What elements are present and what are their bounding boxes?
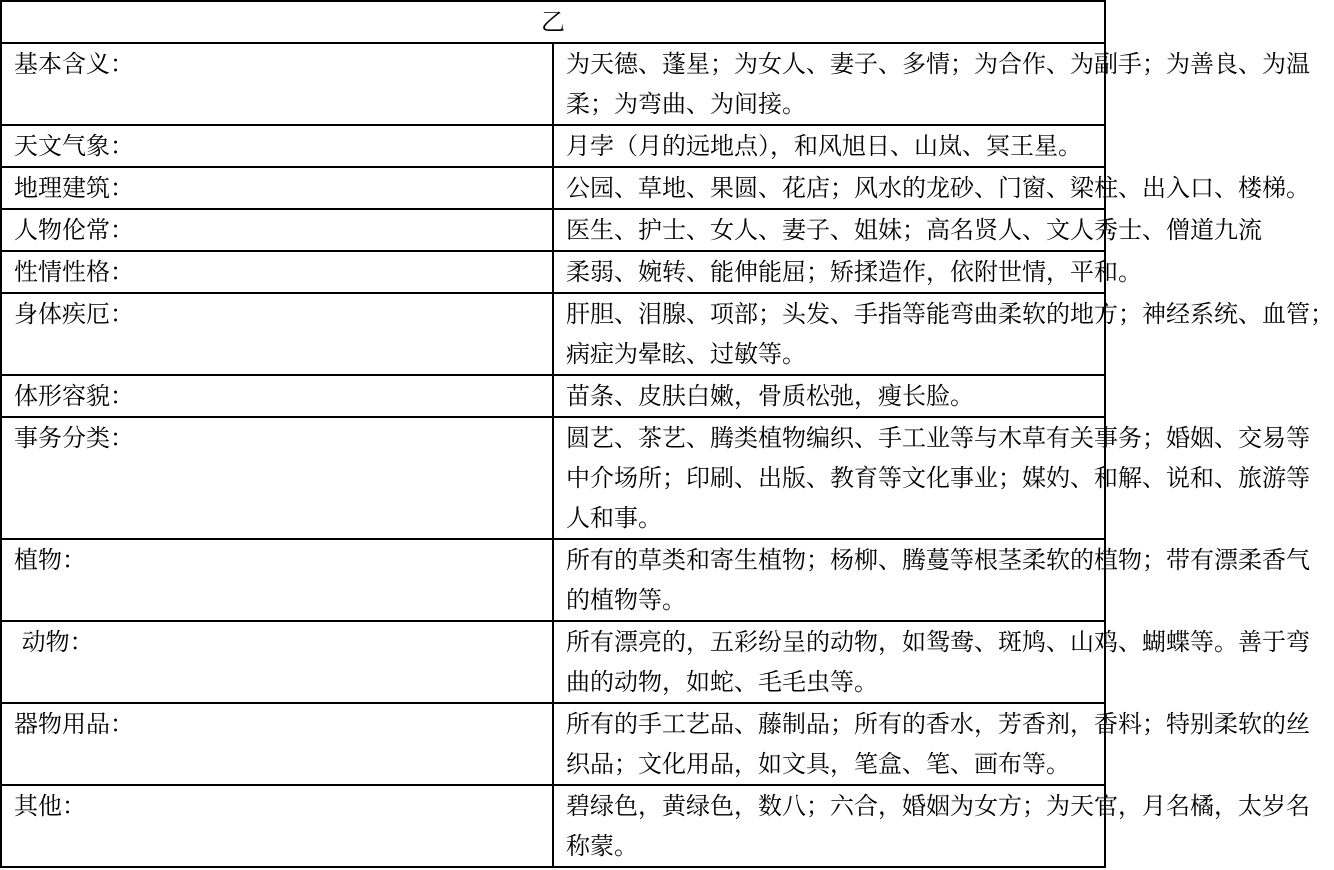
row-label: 动物： bbox=[1, 621, 553, 703]
table-row bbox=[1, 251, 1105, 293]
row-label: 体形容貌： bbox=[1, 375, 553, 417]
table-title: 乙 bbox=[1, 1, 1105, 43]
table-row bbox=[1, 293, 1105, 375]
description-line: 的植物等。 bbox=[566, 586, 686, 614]
row-label: 器物用品： bbox=[1, 703, 553, 785]
row-description bbox=[553, 209, 1262, 251]
row-description bbox=[553, 417, 1310, 539]
row-description bbox=[553, 785, 1310, 867]
row-description bbox=[553, 703, 1310, 785]
row-label: 事务分类： bbox=[1, 417, 553, 539]
description-line: 病症为晕眩、过敏等。 bbox=[566, 340, 806, 368]
row-label: 地理建筑： bbox=[1, 167, 553, 209]
row-label: 人物伦常： bbox=[1, 209, 553, 251]
description-line: 苗条、皮肤白嫩，骨质松弛，瘦长脸。 bbox=[566, 382, 974, 410]
table-row bbox=[1, 621, 1105, 703]
table-row bbox=[1, 703, 1105, 785]
table-row bbox=[1, 43, 1105, 125]
description-line: 所有的草类和寄生植物；杨柳、腾蔓等根茎柔软的植物；带有漂柔香气 bbox=[566, 546, 1310, 574]
description-line: 人和事。 bbox=[566, 504, 662, 532]
description-line: 医生、护士、女人、妻子、姐妹；高名贤人、文人秀士、僧道九流 bbox=[566, 216, 1262, 244]
table-row bbox=[1, 209, 1105, 251]
description-line: 公园、草地、果圆、花店；风水的龙砂、门窗、梁柱、出入口、楼梯。 bbox=[566, 174, 1310, 202]
row-description bbox=[553, 251, 1142, 293]
table-row bbox=[1, 539, 1105, 621]
row-description bbox=[553, 125, 1105, 167]
table-row bbox=[1, 417, 1105, 539]
row-label: 天文气象： bbox=[1, 125, 553, 167]
description-line: 为天德、蓬星；为女人、妻子、多情；为合作、为副手；为善良、为温 bbox=[566, 50, 1310, 78]
row-description bbox=[553, 167, 1310, 209]
row-description bbox=[553, 375, 1105, 417]
description-line: 月孛（月的远地点），和风旭日、山岚、冥王星。 bbox=[566, 132, 1082, 160]
row-label: 性情性格： bbox=[1, 251, 553, 293]
row-label: 其他： bbox=[1, 785, 553, 867]
description-line: 所有漂亮的，五彩纷呈的动物，如鸳鸯、斑鸠、山鸡、蝴蝶等。善于弯 bbox=[566, 628, 1310, 656]
description-line: 中介场所；印刷、出版、教育等文化事业；媒妁、和解、说和、旅游等 bbox=[566, 464, 1310, 492]
description-line: 称蒙。 bbox=[566, 832, 638, 860]
table-row bbox=[1, 375, 1105, 417]
table-row bbox=[1, 125, 1105, 167]
description-line: 柔弱、婉转、能伸能屈；矫揉造作，依附世情，平和。 bbox=[566, 258, 1142, 286]
row-description bbox=[553, 293, 1334, 375]
table-header-row bbox=[1, 1, 1105, 43]
row-description bbox=[553, 539, 1310, 621]
row-description bbox=[553, 43, 1310, 125]
row-label: 身体疾厄： bbox=[1, 293, 553, 375]
row-label: 植物： bbox=[1, 539, 553, 621]
row-description bbox=[553, 621, 1310, 703]
description-line: 曲的动物，如蛇、毛毛虫等。 bbox=[566, 668, 878, 696]
description-line: 碧绿色，黄绿色，数八；六合，婚姻为女方；为天官，月名橘，太岁名 bbox=[566, 792, 1310, 820]
description-line: 柔；为弯曲、为间接。 bbox=[566, 90, 806, 118]
table-row bbox=[1, 785, 1105, 867]
description-line: 所有的手工艺品、藤制品；所有的香水，芳香剂，香料；特别柔软的丝 bbox=[566, 710, 1310, 738]
row-label: 基本含义： bbox=[1, 43, 553, 125]
description-line: 肝胆、泪腺、项部；头发、手指等能弯曲柔软的地方；神经系统、血管； bbox=[566, 300, 1334, 328]
description-line: 织品；文化用品，如文具，笔盒、笔、画布等。 bbox=[566, 750, 1070, 778]
description-line: 圆艺、茶艺、腾类植物编织、手工业等与木草有关事务；婚姻、交易等 bbox=[566, 424, 1310, 452]
table-row bbox=[1, 167, 1105, 209]
